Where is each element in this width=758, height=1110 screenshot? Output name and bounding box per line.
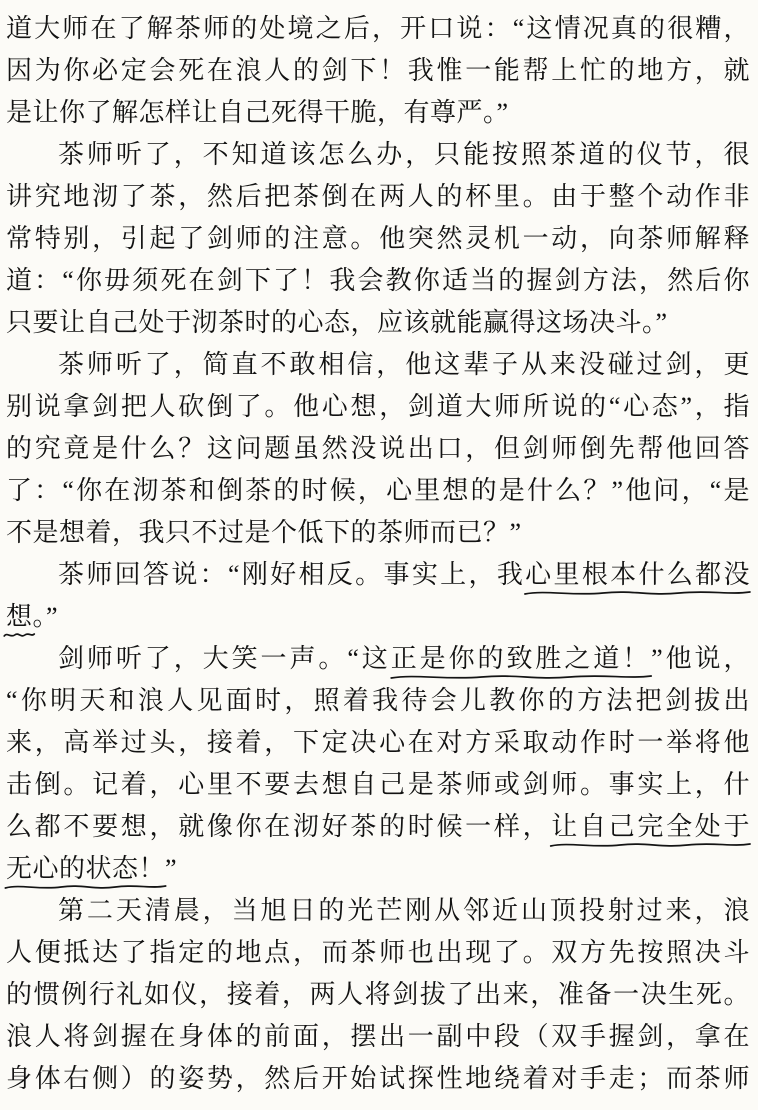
text-line	[6, 92, 750, 134]
text-segment: 是让你了解怎样让自己死得干脆，有尊严。”	[6, 98, 509, 127]
text-line	[6, 428, 750, 470]
text-line	[6, 50, 750, 92]
text-segment: 常特别，引起了剑师的注意。他突然灵机一动，向茶师解释	[6, 224, 750, 253]
text-segment: 茶师听了，简直不敢相信，他这辈子从来没碰过剑，更	[58, 350, 750, 379]
text-line	[6, 764, 750, 806]
text-segment: 击倒。记着，心里不要去想自己是茶师或剑师。事实上，什	[6, 770, 750, 799]
text-line	[6, 8, 750, 50]
text-segment: 茶师听了，不知道该怎么办，只能按照茶道的仪节，很	[58, 140, 750, 169]
text-line	[6, 176, 750, 218]
text-segment: 身体右侧）的姿势，然后开始试探性地绕着对手走；而茶师	[6, 1064, 750, 1093]
text-segment: 第二天清晨，当旭日的光芒刚从邻近山顶投射过来，浪	[58, 896, 750, 925]
text-segment: 茶师回答说：“刚好相反。事实上，我	[58, 560, 526, 589]
text-line	[6, 512, 750, 554]
text-line	[6, 722, 750, 764]
text-line	[6, 1058, 750, 1100]
text-line	[6, 806, 750, 848]
text-line	[6, 974, 750, 1016]
text-segment: 浪人将剑握在身体的前面，摆出一副中段（双手握剑，拿在	[6, 1022, 750, 1051]
text-line	[6, 344, 750, 386]
text-segment: 道大师在了解茶师的处境之后，开口说：“这情况真的很糟，	[6, 14, 750, 43]
text-segment: 讲究地沏了茶，然后把茶倒在两人的杯里。由于整个动作非	[6, 182, 750, 211]
text-line	[6, 596, 750, 638]
text-segment: 来，高举过头，接着，下定决心在对方采取动作时一举将他	[6, 728, 750, 757]
text-line	[6, 260, 750, 302]
text-segment: 的惯例行礼如仪，接着，两人将剑拔了出来，准备一决生死。	[6, 980, 750, 1009]
text-segment: 了：“你在沏茶和倒茶的时候，心里想的是什么？”他问，“是	[6, 476, 750, 505]
text-segment: ”他说，	[651, 644, 750, 673]
underlined-text: 让自己完全处于	[551, 812, 750, 841]
text-segment: ”	[165, 854, 178, 883]
text-line	[6, 554, 750, 596]
text-segment: 因为你必定会死在浪人的剑下！我惟一能帮上忙的地方，就	[6, 56, 750, 85]
text-line	[6, 386, 750, 428]
text-line	[6, 134, 750, 176]
text-segment: 人便抵达了指定的地点，而茶师也出现了。双方先按照决斗	[6, 938, 750, 967]
text-segment: 别说拿剑把人砍倒了。他心想，剑道大师所说的“心态”，指	[6, 392, 750, 421]
text-segment: 么都不要想，就像你在沏好茶的时候一样，	[6, 812, 552, 841]
body-text	[6, 8, 750, 1100]
text-segment: 剑师听了，大笑一声。“这	[58, 644, 391, 673]
text-line	[6, 848, 750, 890]
text-line	[6, 680, 750, 722]
text-line	[6, 302, 750, 344]
text-segment: 的究竟是什么？这问题虽然没说出口，但剑师倒先帮他回答	[6, 434, 750, 463]
text-line	[6, 890, 750, 932]
text-line	[6, 470, 750, 512]
text-line	[6, 218, 750, 260]
underlined-text: 心里根本什么都没	[525, 560, 750, 589]
text-segment: 。”	[32, 602, 59, 631]
underlined-text: 想	[6, 602, 33, 631]
underlined-text: 正是你的致胜之道！	[391, 644, 651, 673]
text-segment: 不是想着，我只不过是个低下的茶师而已？”	[6, 518, 522, 547]
text-line	[6, 638, 750, 680]
text-line	[6, 932, 750, 974]
text-segment: “你明天和浪人见面时，照着我待会儿教你的方法把剑拔出	[6, 686, 750, 715]
text-line	[6, 1016, 750, 1058]
text-segment: 道：“你毋须死在剑下了！我会教你适当的握剑方法，然后你	[6, 266, 750, 295]
underlined-text: 无心的状态！	[6, 854, 165, 883]
text-segment: 只要让自己处于沏茶时的心态，应该就能赢得这场决斗。”	[6, 308, 668, 337]
